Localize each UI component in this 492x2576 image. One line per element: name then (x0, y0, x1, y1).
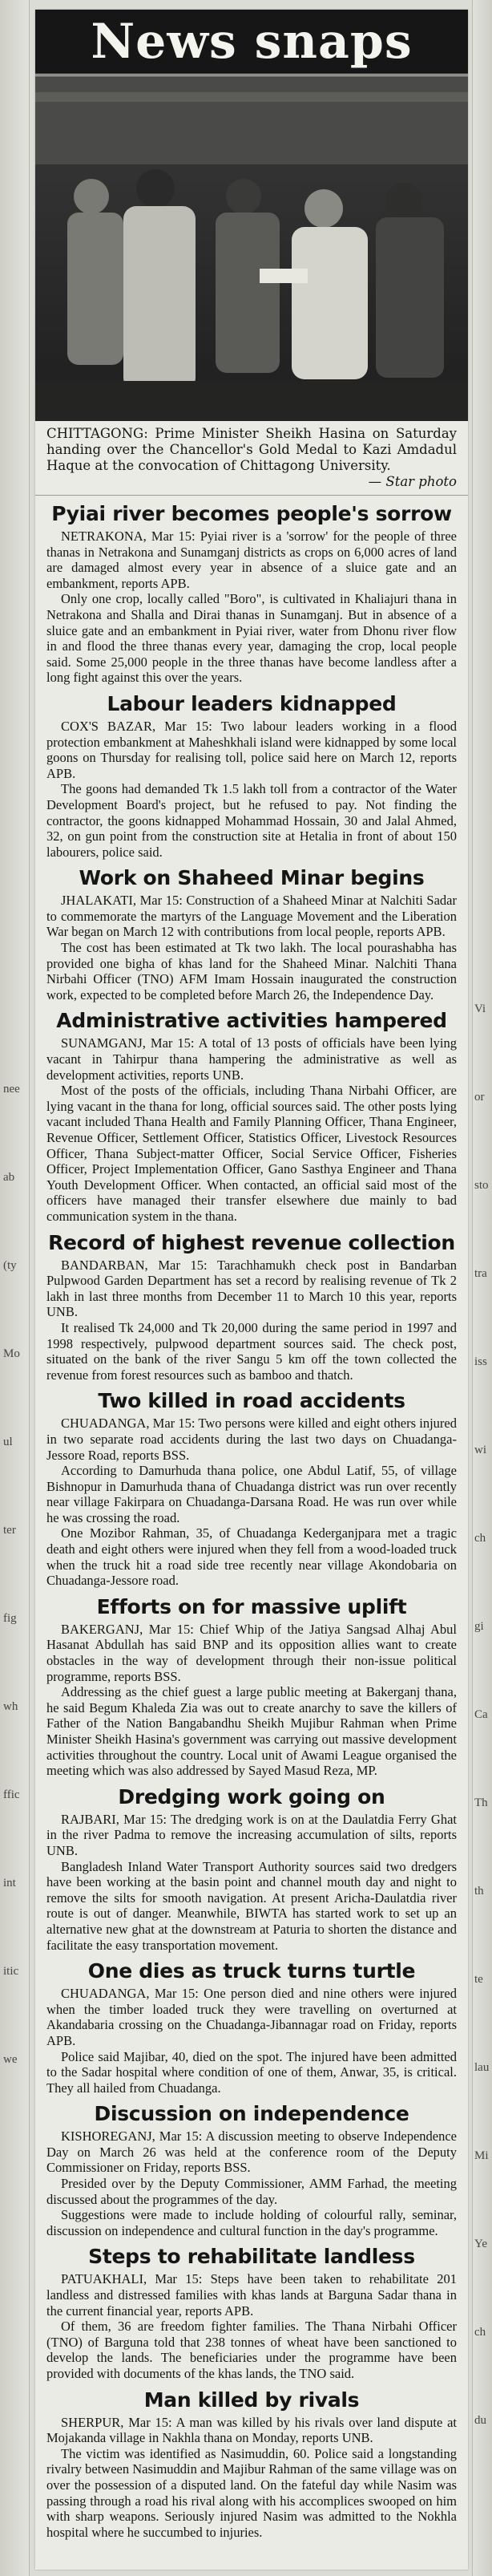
side-fragment: int (3, 1877, 16, 1889)
side-fragment: ch (474, 1532, 486, 1545)
adjacent-column-left (0, 0, 30, 2576)
story-paragraph: Presided over by the Deputy Commissioner, AMM Farhad, the meeting discussed about the programmes of the day. (46, 2176, 457, 2207)
story-headline: Dredging work going on (118, 1784, 385, 1808)
side-fragment: itic (3, 1965, 19, 1978)
story-paragraph: RAJBARI, Mar 15: The dredging work is on at the Daulatdia Ferry Ghat in the river Padma to remove the increasing accumulation of silts, reports UNB. (46, 1811, 457, 1858)
story-paragraph: It realised Tk 24,000 and Tk 20,000 during the same period in 1997 and 1998 respectively, pulpwood department sources said. The check post, situated on the bank of the river Sangu 5 km off the town collected the revenue from forest resources such as bamboo and thatch. (46, 1319, 457, 1383)
side-fragment: iss (474, 1355, 487, 1368)
side-fragment: or (474, 1091, 485, 1104)
side-fragment: wh (3, 1700, 18, 1713)
story-paragraph: One Mozibor Rahman, 35, of Chuadanga Kederganjpara met a tragic death and eight others were injured when they fell from a wood-loaded truck when the truck hit a road side tree recently near village Akondobaria on Chuadanga-Jessore road. (46, 1525, 457, 1589)
story-paragraph: CHUADANGA, Mar 15: One person died and nine others were injured when the timber loaded truck they were travelling on overturned at Akandabaria crossing on the Chuadanga-Jibannagar road on Friday, reports APB. (46, 1986, 457, 2048)
story-paragraph: SHERPUR, Mar 15: A man was killed by his rivals over land dispute at Mojakanda village in Nakhla thana on Monday, reports UNB. (46, 2414, 457, 2446)
side-fragment: tra (474, 1267, 487, 1280)
side-fragment: nee (3, 1083, 20, 1096)
side-fragment: Mo (3, 1347, 20, 1360)
news-story (35, 866, 468, 1002)
side-fragment: Th (474, 1796, 488, 1809)
side-fragment: du (474, 2414, 486, 2427)
photo-caption (35, 421, 468, 496)
news-story (35, 1959, 468, 2096)
story-paragraph: Addressing as the chief guest a large public meeting at Bakerganj thana, he said Begum Khaleda Zia was out to create anarchy to save the killers of Father of the Nation Bangabandhu Sheikh Mujibur Rahman when Prime Minister Sheikh Hasina's government was carrying out massive development activities throughout the country. Local unit of Awami League organised the meeting which was also addressed by Sayed Masud Reza, MP. (46, 1684, 457, 1779)
side-fragment: lau (474, 2061, 490, 2074)
convocation-photo (35, 76, 468, 421)
story-paragraph: SUNAMGANJ, Mar 15: A total of 13 posts of officials have been lying vacant in Tahirpur thana hampering the administrative as well as development activities, reports UNB. (46, 1035, 457, 1083)
story-headline: Work on Shaheed Minar begins (79, 866, 425, 890)
story-paragraph: The victim was identified as Nasimuddin, 60. Police said a longstanding rivalry between Nasimuddin and Majibur Rahman of the same village was on over the possession of a disputed land. On the fateful day while Nasim was passing through a road his rival along with his accomplices swooped on him with sharp weapons. Seriously injured Nasim was admitted to the Nokhla hospital where he succumbed to injuries. (46, 2445, 457, 2540)
story-headline: One dies as truck turns turtle (87, 1959, 416, 1983)
side-fragment: (ty (3, 1259, 17, 1272)
story-headline: Labour leaders kidnapped (107, 691, 397, 715)
story-headline: Steps to rehabilitate landless (88, 2245, 415, 2269)
story-headline: Two killed in road accidents (98, 1389, 405, 1413)
side-fragment: Vi (474, 1002, 486, 1015)
news-story (35, 1389, 468, 1589)
side-fragment: we (3, 2053, 18, 2066)
story-paragraph: Most of the posts of the officials, including Thana Nirbahi Officer, are lying vacant in the thana for long, official sources said. The other posts lying vacant included Thana Health and Family Planning Officer, Thana Engineer, Revenue Officer, Settlement Officer, Statistics Officer, Livestock Resources Officer, Thana Subject-matter Officer, Social Service Officer, Fisheries Officer, Project Implementation Officer, Gano Sasthya Engineer and Thana Youth Development Officer. When contacted, an official said most of the officers have managed their transfer elsewhere due mainly to bad communication system in the thana. (46, 1083, 457, 1224)
story-paragraph: Suggestions were made to include holding of colourful rally, seminar, discussion on independence and cultural function in the day's programme. (46, 2207, 457, 2238)
side-fragment: th (474, 1885, 484, 1898)
caption-text: CHITTAGONG: Prime Minister Sheikh Hasina on Saturday handing over the Chancellor's Gold Medal to Kazi Amdadul Haque at the convocation of Chittagong University. (46, 426, 457, 473)
story-paragraph: BAKERGANJ, Mar 15: Chief Whip of the Jatiya Sangsad Alhaj Abul Hasanat Abdullah has said BNP and its opposition allies want to create obstacles in the way of development through their non-issue political programme, reports BSS. (46, 1621, 457, 1684)
story-headline: Administrative activities hampered (56, 1009, 447, 1033)
story-headline: Pyiai river becomes people's sorrow (51, 502, 452, 525)
news-story (35, 2102, 468, 2238)
news-story (35, 1785, 468, 1953)
story-headline: Discussion on independence (94, 2102, 409, 2126)
story-paragraph: COX'S BAZAR, Mar 15: Two labour leaders working in a flood protection embankment at Maheshkhali island were kidnapped by some local goons on Thursday for realising toll, police said here on March 12, reports APB. (46, 718, 457, 781)
news-story (35, 1595, 468, 1779)
side-fragment: ab (3, 1171, 15, 1184)
side-fragment: Mi (474, 2149, 489, 2162)
side-fragment: ul (3, 1436, 13, 1448)
side-fragment: te (474, 1973, 483, 1986)
news-story (35, 1231, 468, 1383)
news-column (35, 10, 468, 2570)
story-paragraph: KISHOREGANJ, Mar 15: A discussion meeting to observe Independence Day on March 26 was held at the conference room of the Deputy Commissioner on Friday, reports BSS. (46, 2128, 457, 2176)
side-fragment: ch (474, 2326, 486, 2339)
side-fragment: ffic (3, 1788, 20, 1801)
news-story (35, 692, 468, 860)
stories-list (35, 502, 468, 2540)
story-headline: Record of highest revenue collection (48, 1230, 455, 1254)
story-paragraph: The goons had demanded Tk 1.5 lakh toll from a contractor of the Water Development Board's project, but he refused to pay. Not finding the contractor, the goons kidnapped Mohammad Hossain, 30 and Jalal Ahmed, 32, on gun point from the construction site at Hetalia in front of about 150 labourers, police said. (46, 781, 457, 860)
news-story (35, 2245, 468, 2381)
news-story (35, 502, 468, 686)
story-paragraph: BANDARBAN, Mar 15: Tarachhamukh check post in Bandarban Pulpwood Garden Department has set a record by realising revenue of Tk 2 lakh in last three months from December 11 to March 10 this year, reports UNB. (46, 1257, 457, 1320)
news-photo (35, 76, 468, 421)
side-fragment: Ye (474, 2238, 487, 2250)
masthead (35, 10, 468, 76)
story-headline: Efforts on for massive uplift (96, 1594, 407, 1618)
side-fragment: wi (474, 1444, 486, 1456)
story-paragraph: Of them, 36 are freedom fighter families. The Thana Nirbahi Officer (TNO) of Barguna told that 238 tonnes of wheat have been sanctioned to develop the lands. The beneficiaries under the programme have been provided with documents of the khas lands, the TNO said. (46, 2319, 457, 2381)
side-fragment: Ca (474, 1708, 488, 1721)
story-headline: Man killed by rivals (143, 2388, 360, 2412)
story-paragraph: CHUADANGA, Mar 15: Two persons were killed and eight others injured in two separate road accidents during the last two days on Chuadanga-Jessore Road, reports BSS. (46, 1416, 457, 1463)
side-fragment: ter (3, 1524, 16, 1537)
adjacent-column-right (472, 0, 492, 2576)
story-paragraph: PATUAKHALI, Mar 15: Steps have been taken to rehabilitate 201 landless and distressed families with khas lands at Barguna Sadar thana in the current financial year, reports APB. (46, 2271, 457, 2319)
side-fragment: gi (474, 1620, 484, 1633)
story-paragraph: NETRAKONA, Mar 15: Pyiai river is a 'sorrow' for the people of three thanas in Netrakona and Sunamganj districts as crops on 6,000 acres of land are damaged almost every year in absence of a sluice gate and an embankment, reports APB. (46, 529, 457, 591)
masthead-title: News snaps (91, 14, 413, 70)
news-story (35, 1009, 468, 1224)
story-paragraph: Police said Majibar, 40, died on the spot. The injured have been admitted to the Sadar hospital where condition of one of them, Anwar, 35, is critical. They all hailed from Chuadanga. (46, 2048, 457, 2096)
news-story (35, 2388, 468, 2541)
photo-credit: — Star photo (368, 474, 457, 489)
story-paragraph: According to Damurhuda thana police, one Abdul Latif, 55, of village Bishnopur in Damurhuda thana of Chuadanga district was run over recently near village Fakirpara on Chuadanga-Darsana Road. He was run over while he was crossing the road. (46, 1463, 457, 1525)
side-fragment: fig (3, 1612, 17, 1625)
story-paragraph: Bangladesh Inland Water Transport Authority sources said two dredgers have been working at the basin point and channel mouth day and night to remove the silts for smooth navigation. At present Aricha-Daulatdia river route is out of danger. Meanwhile, BIWTA has started work to set up an alternative new ghat at the downstream at Paturia to shorten the distance and facilitate the easy transportation movement. (46, 1858, 457, 1953)
story-paragraph: The cost has been estimated at Tk two lakh. The local pourashabha has provided one bigha of khas land for the Shaheed Minar. Nalchiti Thana Nirbahi Officer (TNO) AFM Imam Hossain inaugurated the construction work, expected to be completed before March 26, the Independence Day. (46, 940, 457, 1002)
story-paragraph: Only one crop, locally called "Boro", is cultivated in Khaliajuri thana in Netrakona and Shalla and Dirai thanas in Sunamganj. But in absence of a sluice gate and an embankment in Pyiai river, water from Dhonu river flow in and flood the three thanas every year, damaging the crop, local people said. Some 25,000 people in the three thanas have become landless after a long fight against this over the years. (46, 591, 457, 686)
side-fragment: sto (474, 1179, 489, 1192)
story-paragraph: JHALAKATI, Mar 15: Construction of a Shaheed Minar at Nalchiti Sadar to commemorate the martyrs of the Language Movement and the Liberation War began on March 12 with contributions from local people, reports APB. (46, 893, 457, 940)
